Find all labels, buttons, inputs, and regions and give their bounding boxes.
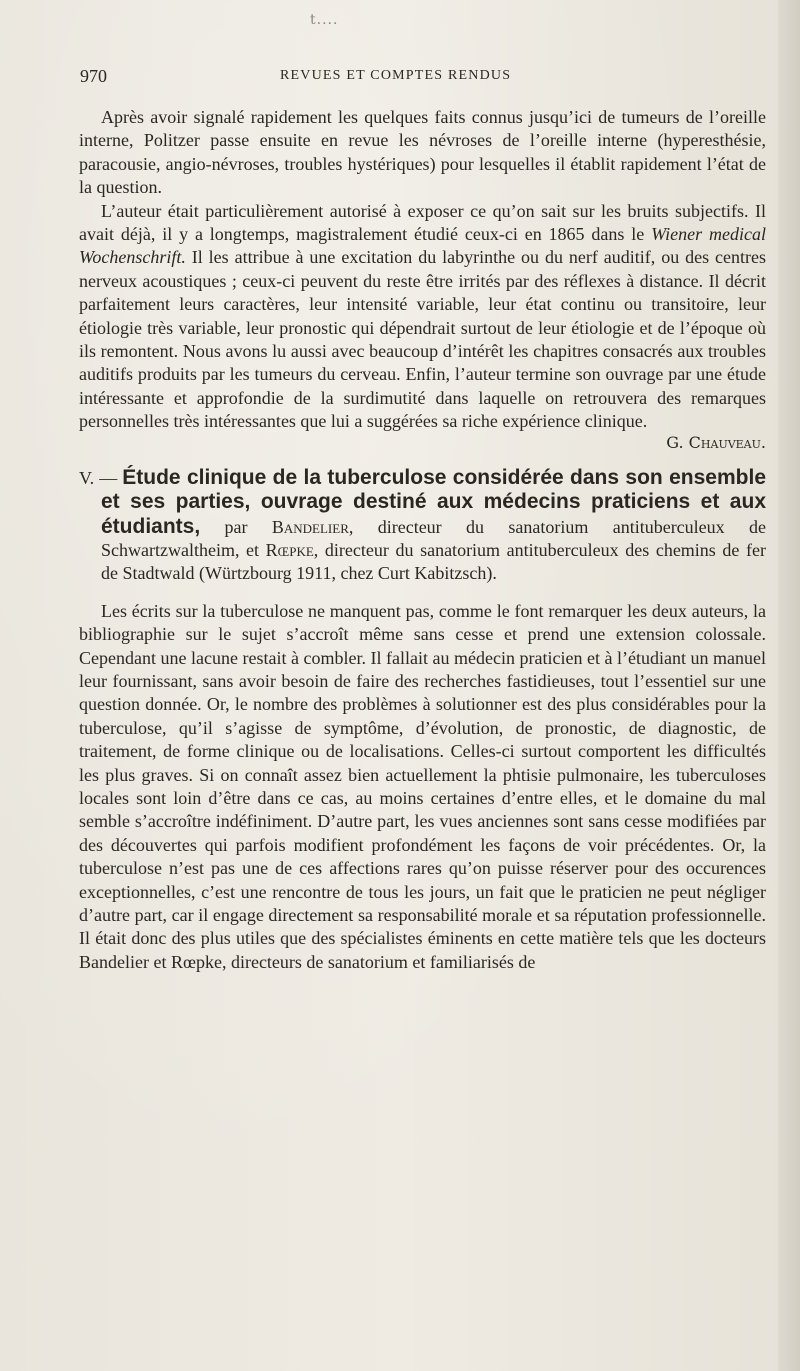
page-edge-shadow xyxy=(778,0,800,1371)
top-handwritten-mark: t.... xyxy=(310,12,339,28)
author-bandelier: Bandelier xyxy=(271,516,349,537)
reviewer-name: G. Chauveau. xyxy=(666,432,766,452)
page-body xyxy=(79,106,766,974)
paragraph-3: Les écrits sur la tuberculose ne manquent pas, comme le font remarquer les deux auteurs, la bibliographie sur le sujet s’accroît même sans cesse et prend une extension colossale. Cependant une lacune restait à combler. Il fallait au médecin praticien et à l’étudiant un manuel leur fournissant, sans avoir besoin de faire des recherches fastidieuses, tout l’essentiel sur une question donnée. Or, le nombre des problèmes à solutionner est des plus considérables pour la tuberculose, qu’il s’agisse de symptôme, d’évolution, de pronostic, de diagnostic, de traitement, de forme clinique ou de localisations. Celles-ci surtout comportent les difficultés les plus graves. Si on connaît assez bien actuellement la phtisie pulmonaire, les tuberculoses locales sont loin d’être dans ce cas, au moins certaines d’entre elles, et le domaine du mal semble s’accroître indéfiniment. D’autre part, les vues anciennes sont sans cesse modifiées par des découvertes qui parfois modifient profondément les façons de voir précédentes. Or, la tuberculose n’est pas une de ces affections rares qu’on puisse réserver pour des occurences exceptionnelles, c’est une rencontre de tous les jours, un fait que le praticien ne peut négliger d’autre part, car il engage directement sa responsabilité morale et sa réputation professionnelle. Il était donc des plus utiles que des spécialistes éminents en cette matière tels que les docteurs Bandelier et Rœpke, directeurs de sanatorium et familiarisés de xyxy=(79,600,766,972)
entry-by: par xyxy=(200,516,272,537)
paragraph-1: Après avoir signalé rapidement les quelques faits connus jusqu’ici de tumeurs de l’oreille interne, Politzer passe ensuite en revue les névroses de l’oreille interne (hyperesthésie, paracousie, angio-névroses, troubles hystériques) pour lesquelles il établit rapidement l’état de la question. xyxy=(79,107,766,198)
page-header xyxy=(80,66,765,88)
author-bandelier-desc: , directeur du sanatorium antituberculeux de Schwartzwaltheim, et xyxy=(101,516,766,560)
paragraph-2 xyxy=(79,200,766,434)
paragraph-2-start: L’auteur était particulièrement autorisé à exposer ce qu’on sait sur les bruits subjectifs. Il avait déjà, il y a longtemps, magistralement étudié ceux-ci en 1865 dans le xyxy=(79,200,766,245)
author-roepke: Rœpke xyxy=(265,539,314,560)
author-roepke-desc: , directeur du sanatorium antituberculeux des chemins de fer de Stadtwald (Würtzbourg 1911, chez Curt Kabitzsch). xyxy=(101,539,766,584)
entry-number: V. — xyxy=(79,467,123,488)
page-number: 970 xyxy=(80,66,107,86)
review-entry-heading xyxy=(79,466,766,586)
reviewer-signature xyxy=(79,433,766,452)
journal-title: Wiener medical Wochenschrift. xyxy=(79,224,767,268)
entry-title: Étude clinique de la tuberculose considérée dans son ensemble et ses parties, ouvrage destiné aux médecins praticiens et aux étudiants, xyxy=(101,465,767,538)
running-head: REVUES ET COMPTES RENDUS xyxy=(280,68,512,83)
paragraph-2-rest: Il les attribue à une excitation du labyrinthe ou du nerf auditif, ou des centres nerveux acoustiques ; ceux-ci peuvent du reste être irrités par des réflexes à distance. Il décrit parfaitement leurs caractères, leur intensité variable, leur état continu ou transitoire, leur étiologie très variable, leur pronostic qui dépendrait surtout de leur étiologie et de l’époque où ils remontent. Nous avons lu aussi avec beaucoup d’intérêt les chapitres consacrés aux troubles auditifs produits par les tumeurs du cerveau. Enfin, l’auteur termine son ouvrage par une étude intéressante et approfondie de la surdimutité dans laquelle on retrouvera des remarques personnelles très intéressantes que lui a suggérées sa riche expérience clinique. xyxy=(79,247,767,432)
spacer xyxy=(79,586,766,600)
